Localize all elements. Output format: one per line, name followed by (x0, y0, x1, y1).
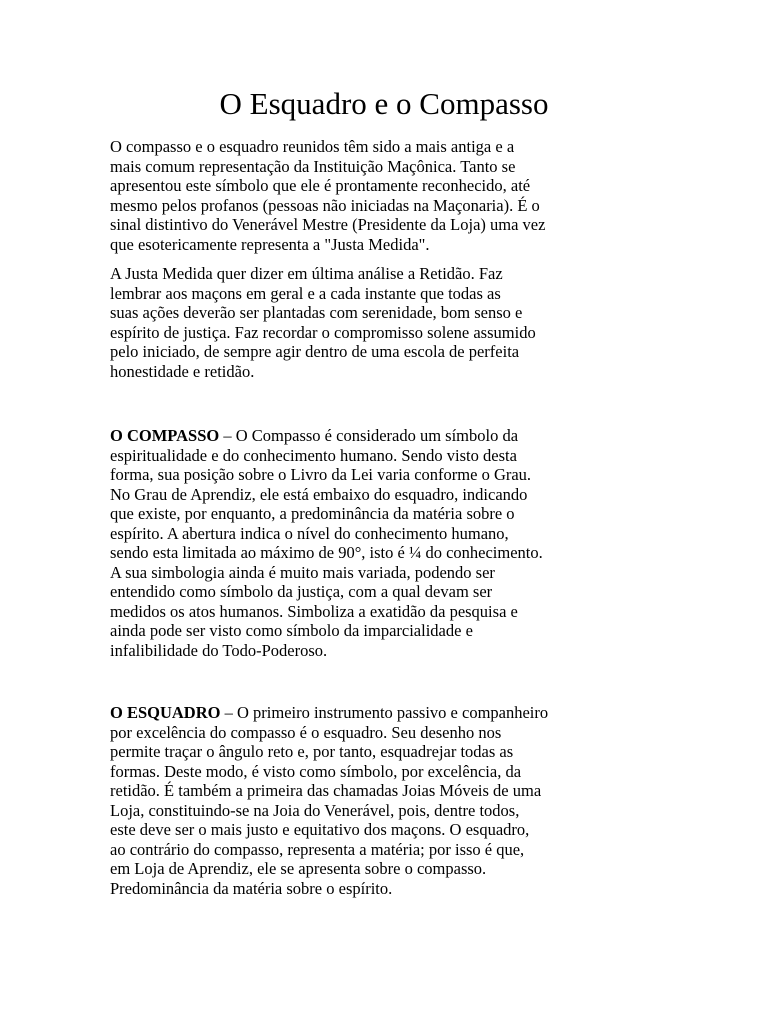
paragraph-line: espírito de justiça. Faz recordar o compromisso solene assumido (110, 322, 536, 342)
paragraph-line: mais comum representação da Instituição Maçônica. Tanto se (110, 156, 516, 176)
intro-paragraph-2 (110, 264, 600, 381)
section-first-line (110, 426, 600, 446)
compasso-heading: O COMPASSO (110, 426, 220, 445)
paragraph-line: Predominância da matéria sobre o espírito. (110, 878, 393, 898)
paragraph-line: sendo esta limitada ao máximo de 90°, isto é ¼ do conhecimento. (110, 543, 543, 562)
paragraph-line: mesmo pelos profanos (pessoas não iniciadas na Maçonaria). É o (110, 195, 540, 215)
paragraph-line: lembrar aos maçons em geral e a cada instante que todas as (110, 283, 501, 303)
paragraph-line: espiritualidade e do conhecimento humano. Sendo visto desta (110, 445, 517, 465)
paragraph-line: espírito. A abertura indica o nível do conhecimento humano, (110, 523, 509, 543)
paragraph-line: honestidade e retidão. (110, 361, 255, 381)
intro-paragraph-1 (110, 137, 600, 254)
section-first-line-text: – O Compasso é considerado um símbolo da (219, 426, 519, 445)
paragraph-line: entendido como símbolo da justiça, com a qual devam ser (110, 582, 493, 601)
paragraph-line: infalibilidade do Todo-Poderoso. (110, 640, 328, 660)
paragraph-line: ao contrário do compasso, representa a matéria; por isso é que, (110, 839, 525, 859)
paragraph-line: A Justa Medida quer dizer em última análise a Retidão. Faz (110, 264, 503, 283)
paragraph-line: retidão. É também a primeira das chamadas Joias Móveis de uma (110, 781, 542, 800)
paragraph-line: Loja, constituindo-se na Joia do Venerável, pois, dentre todos, (110, 800, 520, 820)
paragraph-line: em Loja de Aprendiz, ele se apresenta sobre o compasso. (110, 859, 487, 878)
paragraph-line: sinal distintivo do Venerável Mestre (Presidente da Loja) uma vez (110, 215, 546, 234)
paragraph-line: forma, sua posição sobre o Livro da Lei varia conforme o Grau. (110, 465, 532, 484)
paragraph-line: A sua simbologia ainda é muito mais variada, podendo ser (110, 562, 495, 582)
paragraph-line: este deve ser o mais justo e equitativo dos maçons. O esquadro, (110, 820, 530, 839)
paragraph-line: suas ações deverão ser plantadas com serenidade, bom senso e (110, 303, 523, 322)
compasso-section (110, 426, 600, 660)
paragraph-line: que existe, por enquanto, a predominância da matéria sobre o (110, 504, 515, 523)
paragraph-line: permite traçar o ângulo reto e, por tanto, esquadrejar todas as (110, 742, 514, 761)
paragraph-line: por excelência do compasso é o esquadro. Seu desenho nos (110, 722, 502, 742)
section-first-line (110, 703, 600, 723)
paragraph-line: que esotericamente representa a "Justa Medida". (110, 234, 430, 254)
section-first-line-text: – O primeiro instrumento passivo e companheiro (220, 703, 549, 722)
paragraph-line: ainda pode ser visto como símbolo da imparcialidade e (110, 621, 473, 640)
paragraph-line: apresentou este símbolo que ele é prontamente reconhecido, até (110, 176, 531, 195)
paragraph-line: medidos os atos humanos. Simboliza a exatidão da pesquisa e (110, 601, 518, 621)
paragraph-line: pelo iniciado, de sempre agir dentro de uma escola de perfeita (110, 342, 520, 361)
paragraph-line: O compasso e o esquadro reunidos têm sido a mais antiga e a (110, 137, 515, 156)
esquadro-section (110, 703, 600, 898)
paragraph-line: No Grau de Aprendiz, ele está embaixo do esquadro, indicando (110, 484, 528, 504)
esquadro-heading: O ESQUADRO (110, 703, 221, 722)
document-title: O Esquadro e o Compasso (219, 86, 549, 121)
paragraph-line: formas. Deste modo, é visto como símbolo, por excelência, da (110, 761, 522, 781)
